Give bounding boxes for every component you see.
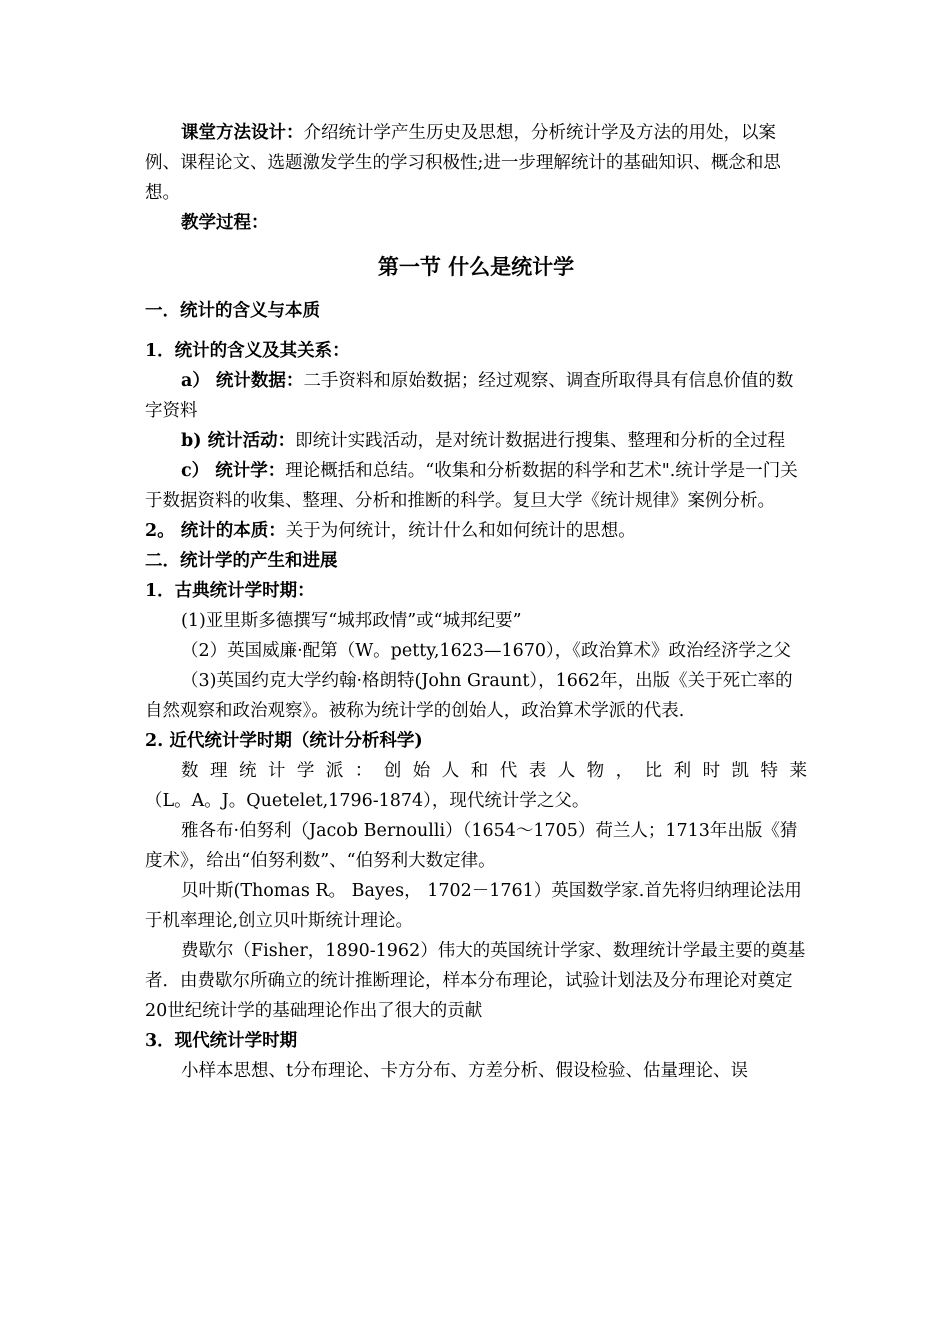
item-a	[145, 366, 807, 426]
text-method: 介绍统计学产生历史及思想，分析统计学及方法的用处，以案例、课程论文、选题激发学生的学习积极性;进一步理解统计的基础知识、概念和思想。	[145, 123, 781, 203]
modern-3: 贝叶斯(Thomas R。 Bayes， 1702－1761）英国数学家.首先将归纳理论法用于机率理论,创立贝叶斯统计理论。	[145, 881, 802, 931]
heading-2-1: 1．古典统计学时期：	[145, 581, 315, 601]
item-a-label: a） 统计数据：	[181, 371, 304, 391]
item-a-text: 二手资料和原始数据；经过观察、调查所取得具有信息价值的数字资料	[145, 371, 794, 421]
item-2	[145, 516, 807, 546]
heading-1: 一．统计的含义与本质	[145, 301, 320, 321]
contemporary-text: 小样本思想、t分布理论、卡方分布、方差分析、假设检验、估量理论、误	[181, 1061, 749, 1081]
item-b-label: b) 统计活动：	[181, 431, 296, 451]
modern-1b: （L。A。J。Quetelet,1796-1874），现代统计学之父。	[145, 791, 590, 811]
section-title: 第一节 什么是统计学	[377, 254, 575, 279]
label-method: 课堂方法设计：	[181, 123, 304, 143]
classical-2: （2）英国威廉·配第（W。petty,1623—1670），《政治算术》政治经济学之父	[181, 641, 792, 661]
heading-2: 二．统计学的产生和进展	[145, 551, 338, 571]
classical-3: （3)英国约克大学约翰·格朗特(John Graunt），1662年，出版《关于死亡率的自然观察和政治观察》。被称为统计学的创始人，政治算术学派的代表.	[145, 671, 793, 721]
document-page	[145, 118, 807, 1086]
item-c-text: 理论概括和总结。“收集和分析数据的科学和艺术".统计学是一门关于数据资料的收集、整理、分析和推断的科学。复旦大学《统计规律》案例分析。	[145, 461, 798, 511]
modern-1a: 数理统计学派：创始人和代表人物，比利时凯特莱	[181, 761, 807, 781]
modern-4: 费歇尔（Fisher，1890-1962）伟大的英国统计学家、数理统计学最主要的奠基者．由费歇尔所确立的统计推断理论，样本分布理论，试验计划法及分布理论对奠定20世纪统计学的基础理论作出了很大的贡献	[145, 941, 806, 1021]
heading-2-2: 2. 近代统计学时期（统计分析科学)	[145, 731, 423, 751]
item-c-label: c） 统计学：	[181, 461, 286, 481]
classical-1: (1)亚里斯多德撰写“城邦政情”或“城邦纪要”	[181, 611, 522, 631]
item-c	[145, 456, 807, 516]
modern-2: 雅各布·伯努利（Jacob Bernoulli）（1654～1705）荷兰人；1713年出版《猜度术》，给出“伯努利数”、“伯努利大数定律。	[145, 821, 798, 871]
label-process: 教学过程：	[181, 213, 269, 233]
item-b-text: 即统计实践活动，是对统计数据进行搜集、整理和分析的全过程	[295, 431, 786, 451]
paragraph-method	[145, 118, 807, 208]
item-b	[145, 426, 807, 456]
item-2-label: 2。 统计的本质：	[145, 521, 286, 541]
heading-2-3: 3．现代统计学时期	[145, 1031, 298, 1051]
heading-1-1: 1．统计的含义及其关系：	[145, 341, 350, 361]
item-2-text: 关于为何统计，统计什么和如何统计的思想。	[285, 521, 636, 541]
